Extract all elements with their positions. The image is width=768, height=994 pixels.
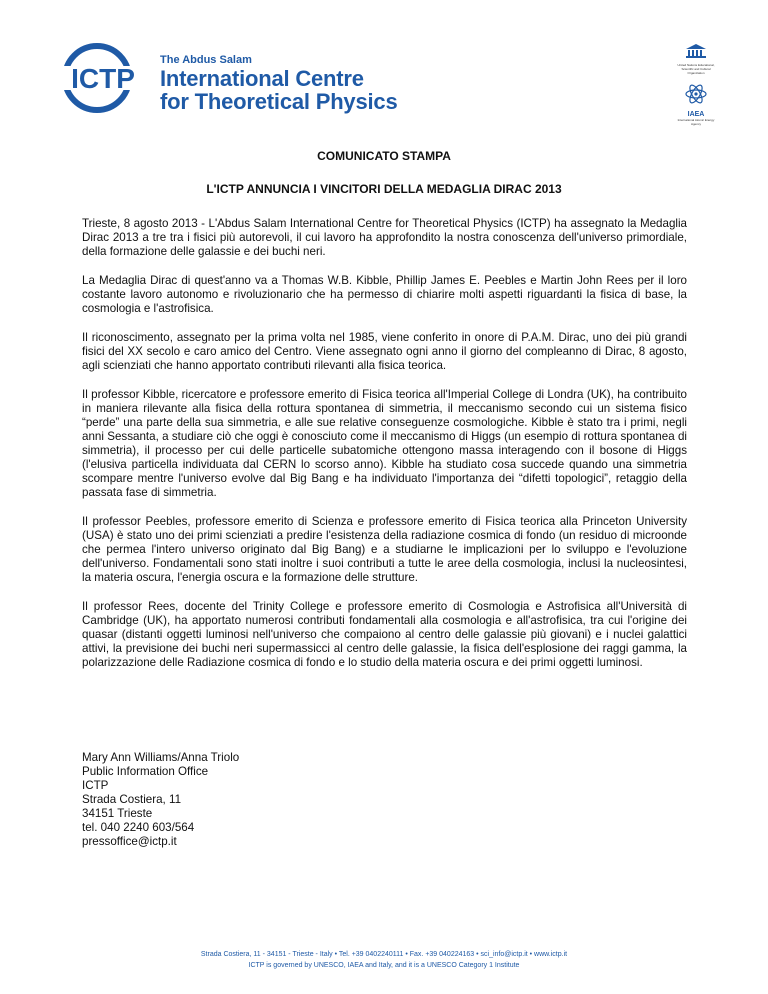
logo-acronym: ICTP (71, 63, 135, 94)
press-release-title: L'ICTP ANNUNCIA I VINCITORI DELLA MEDAGLIA DIRAC 2013 (206, 182, 562, 196)
unesco-text: United Nations Educational, Scientific and Cultural Organization (677, 63, 715, 75)
iaea-atom-icon (685, 83, 707, 105)
logo-line-2: for Theoretical Physics (160, 89, 398, 114)
logo-line-1: International Centre (160, 66, 364, 91)
iaea-name: IAEA (687, 111, 705, 118)
contact-phone: tel. 040 2240 603/564 (82, 821, 195, 834)
logo-wordmark (160, 54, 398, 113)
footer-governance: ICTP is governed by UNESCO, IAEA and Italy, and it is a UNESCO Category 1 Institute (248, 962, 520, 969)
partner-logos (676, 44, 716, 124)
contact-office: Public Information Office (82, 765, 209, 778)
paragraph: La Medaglia Dirac di quest'anno va a Thomas W.B. Kibble, Phillip James E. Peebles e Martin John Rees per il loro costante lavoro autonomo e rivoluzionario che ha permesso di chiarire molti aspetti riguardanti la fisica di base, la cosmologia e l'astrofisica. (82, 274, 687, 315)
contact-city: 34151 Trieste (82, 807, 153, 820)
contact-street: Strada Costiera, 11 (82, 793, 182, 806)
paragraph: Il professor Rees, docente del Trinity College e professore emerito di Cosmologia e Astrofisica all'Università di Cambridge (UK), ha apportato numerosi contributi fondamentali alla cosmologia e all'astrofisica, tra cui l'origine dei quasar (distanti oggetti luminosi nell'universo che compaiono al centro delle galassie più giovani) e i nuclei galattici attivi, la previsione dei buchi neri supermassicci al centro delle galassie, la fisica dell'esplosione dei raggi gamma, la polarizzazione delle Radiazione cosmica di fondo e lo studio della materia oscura e dei primi oggetti luminosi. (82, 600, 687, 669)
contact-email[interactable]: pressoffice@ictp.it (82, 835, 177, 848)
paragraph: Il professor Peebles, professore emerito di Scienza e professore emerito di Fisica teorica alla Princeton University (USA) è stato uno dei primi scienziati a predire l'esistenza della radiazione cosmica di fondo (un residuo di microonde che permea l'intero universo originato dal Big Bang) e a studiarne le implicazioni per lo sviluppo e l'evoluzione dell'universo. Fondamentali sono stati inoltre i suoi contributi a tutte le aree della cosmologia, inclusi la nucleosintesi, la materia oscura, l'energia oscura e la formazione delle strutture. (82, 515, 687, 584)
ictp-logo-mark (55, 42, 155, 114)
paragraph: Trieste, 8 agosto 2013 - L'Abdus Salam International Centre for Theoretical Physics (ICTP) ha assegnato la Medaglia Dirac 2013 a tre tra i fisici più autorevoli, il cui lavoro ha approfondito la nostra conoscenza dell'universo primordiale, della formazione delle galassie e dei buchi neri. (82, 217, 687, 258)
press-release-body (82, 217, 687, 685)
contact-block (82, 751, 239, 849)
paragraph: Il professor Kibble, ricercatore e professore emerito di Fisica teorica all'Imperial College di Londra (UK), ha contribuito in maniera rilevante alla fisica della rottura spontanea di simmetria, il meccanismo secondo cui un sistema fisico “perde” una parte della sua simmetria, e alle sue relative conseguenze cosmologiche. Kibble è stato tra i primi, negli anni Sessanta, a studiare ciò che oggi è conosciuto come il meccanismo di Higgs (un esempio di rottura spontanea di simmetria), il processo per cui delle particelle subatomiche ottengono massa interagendo con il bosone di Higgs (l'elusiva particella individuata dal CERN lo scorso anno). Kibble ha studiato cosa succede quando una simmetria scompare mentre l'universo evolve dal Big Bang e ha individuato l'importanza dei “difetti topologici”, retaggio della passata fase di simmetria. (82, 388, 687, 499)
press-release-label: COMUNICATO STAMPA (317, 149, 451, 163)
logo-small-text: The Abdus Salam (160, 54, 252, 66)
contact-org: ICTP (82, 779, 109, 792)
unesco-temple-icon (686, 44, 706, 58)
contact-names: Mary Ann Williams/Anna Triolo (82, 751, 240, 764)
iaea-text: International Atomic Energy Agency (677, 118, 715, 126)
paragraph: Il riconoscimento, assegnato per la prima volta nel 1985, viene conferito in onore di P.A.M. Dirac, uno dei più grandi fisici del XX secolo e caro amico del Centro. Viene assegnato ogni anno il giorno del compleanno di Dirac, 8 agosto, agli scienziati che hanno apportato contributi rilevanti alla fisica teorica. (82, 331, 687, 372)
footer-address: Strada Costiera, 11 - 34151 - Trieste - Italy • Tel. +39 0402240111 • Fax. +39 040224163 • sci_info@ictp.it • www.ictp.it (200, 951, 568, 958)
ictp-logo (55, 42, 415, 114)
page-footer (0, 949, 768, 971)
